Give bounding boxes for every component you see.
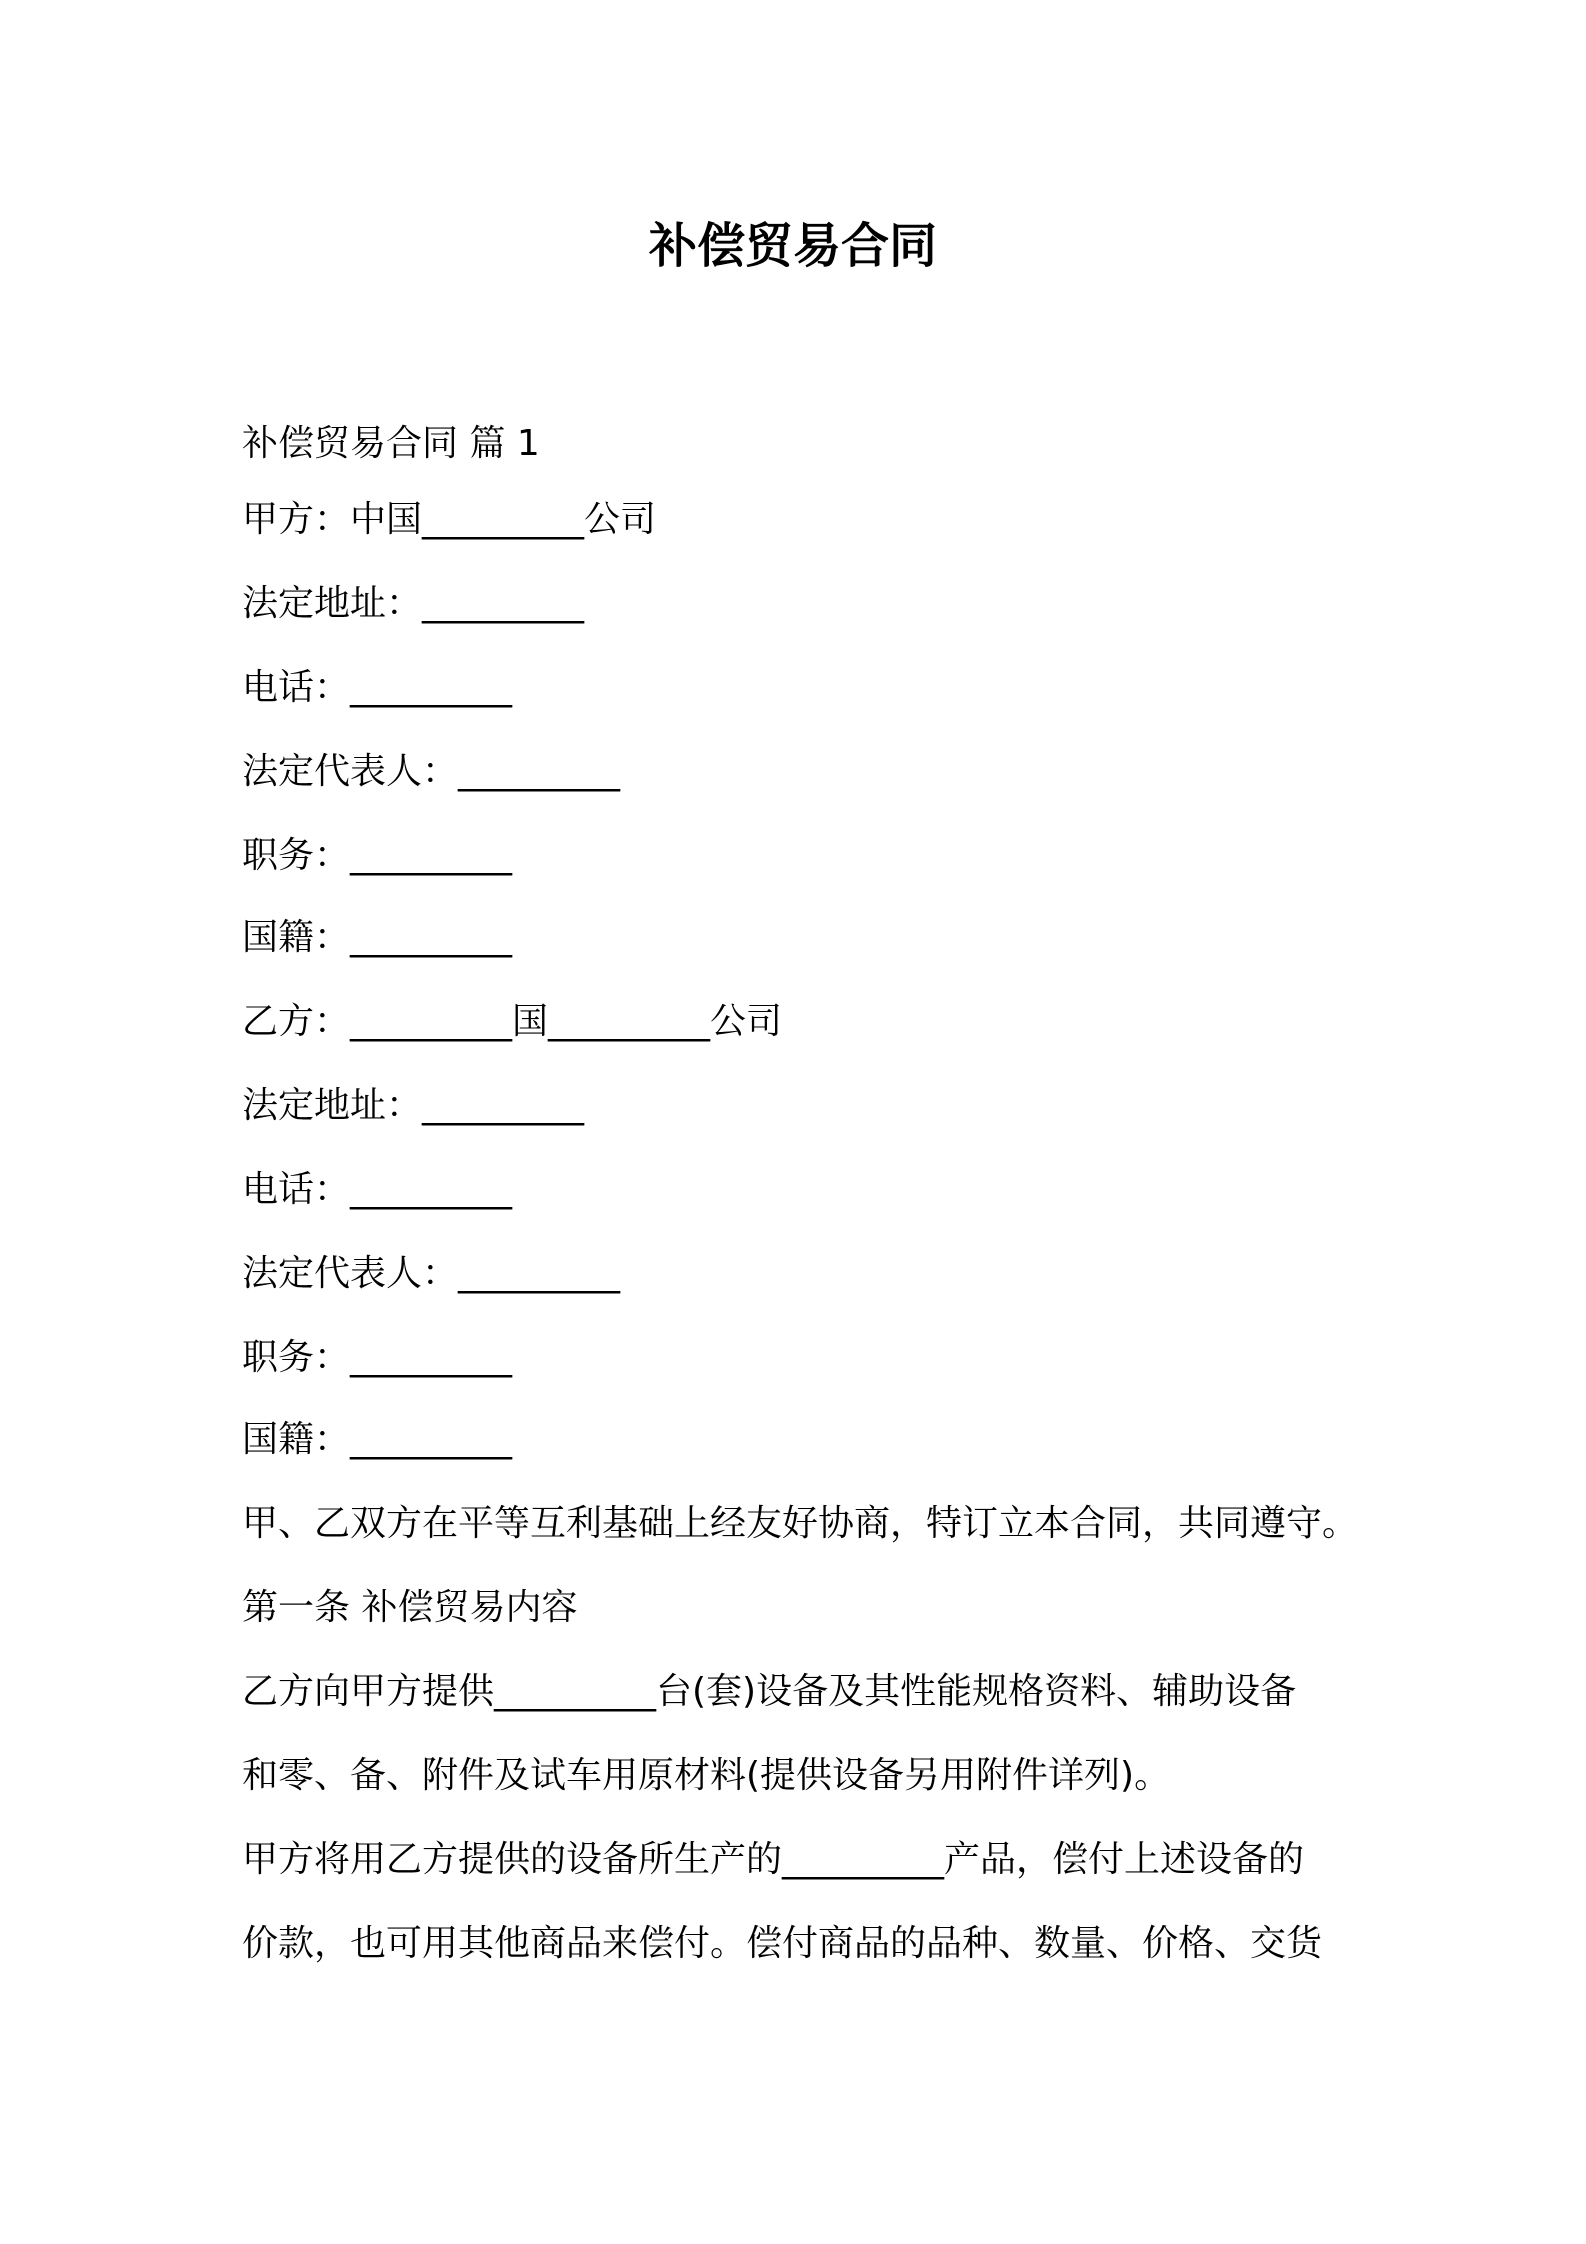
section-heading: 补偿贸易合同 篇 1: [242, 423, 540, 464]
agreement-statement: 甲、乙双方在平等互利基础上经友好协商，特订立本合同，共同遵守。: [242, 1503, 1359, 1544]
document-title: 补偿贸易合同: [648, 218, 937, 274]
party-a-phone: 电话：_________: [242, 667, 513, 708]
article-text-line: 甲方将用乙方提供的设备所生产的_________产品，偿付上述设备的: [242, 1839, 1305, 1880]
party-a-name: 甲方：中国_________公司: [242, 499, 657, 540]
party-a-position: 职务：_________: [242, 835, 513, 876]
article-text-line: 价款，也可用其他商品来偿付。偿付商品的品种、数量、价格、交货: [242, 1923, 1323, 1964]
article-one-heading: 第一条 补偿贸易内容: [242, 1587, 578, 1628]
party-a-nationality: 国籍：_________: [242, 917, 513, 958]
party-a-representative: 法定代表人：_________: [242, 751, 621, 792]
party-b-name: 乙方：_________国_________公司: [242, 1001, 783, 1042]
article-text-line: 和零、备、附件及试车用原材料(提供设备另用附件详列)。: [242, 1755, 1171, 1796]
party-a-address: 法定地址：_________: [242, 583, 585, 624]
party-b-representative: 法定代表人：_________: [242, 1253, 621, 1294]
party-b-phone: 电话：_________: [242, 1169, 513, 1210]
party-b-position: 职务：_________: [242, 1337, 513, 1378]
party-b-nationality: 国籍：_________: [242, 1419, 513, 1460]
party-b-address: 法定地址：_________: [242, 1085, 585, 1126]
article-text-line: 乙方向甲方提供_________台(套)设备及其性能规格资料、辅助设备: [242, 1671, 1297, 1712]
